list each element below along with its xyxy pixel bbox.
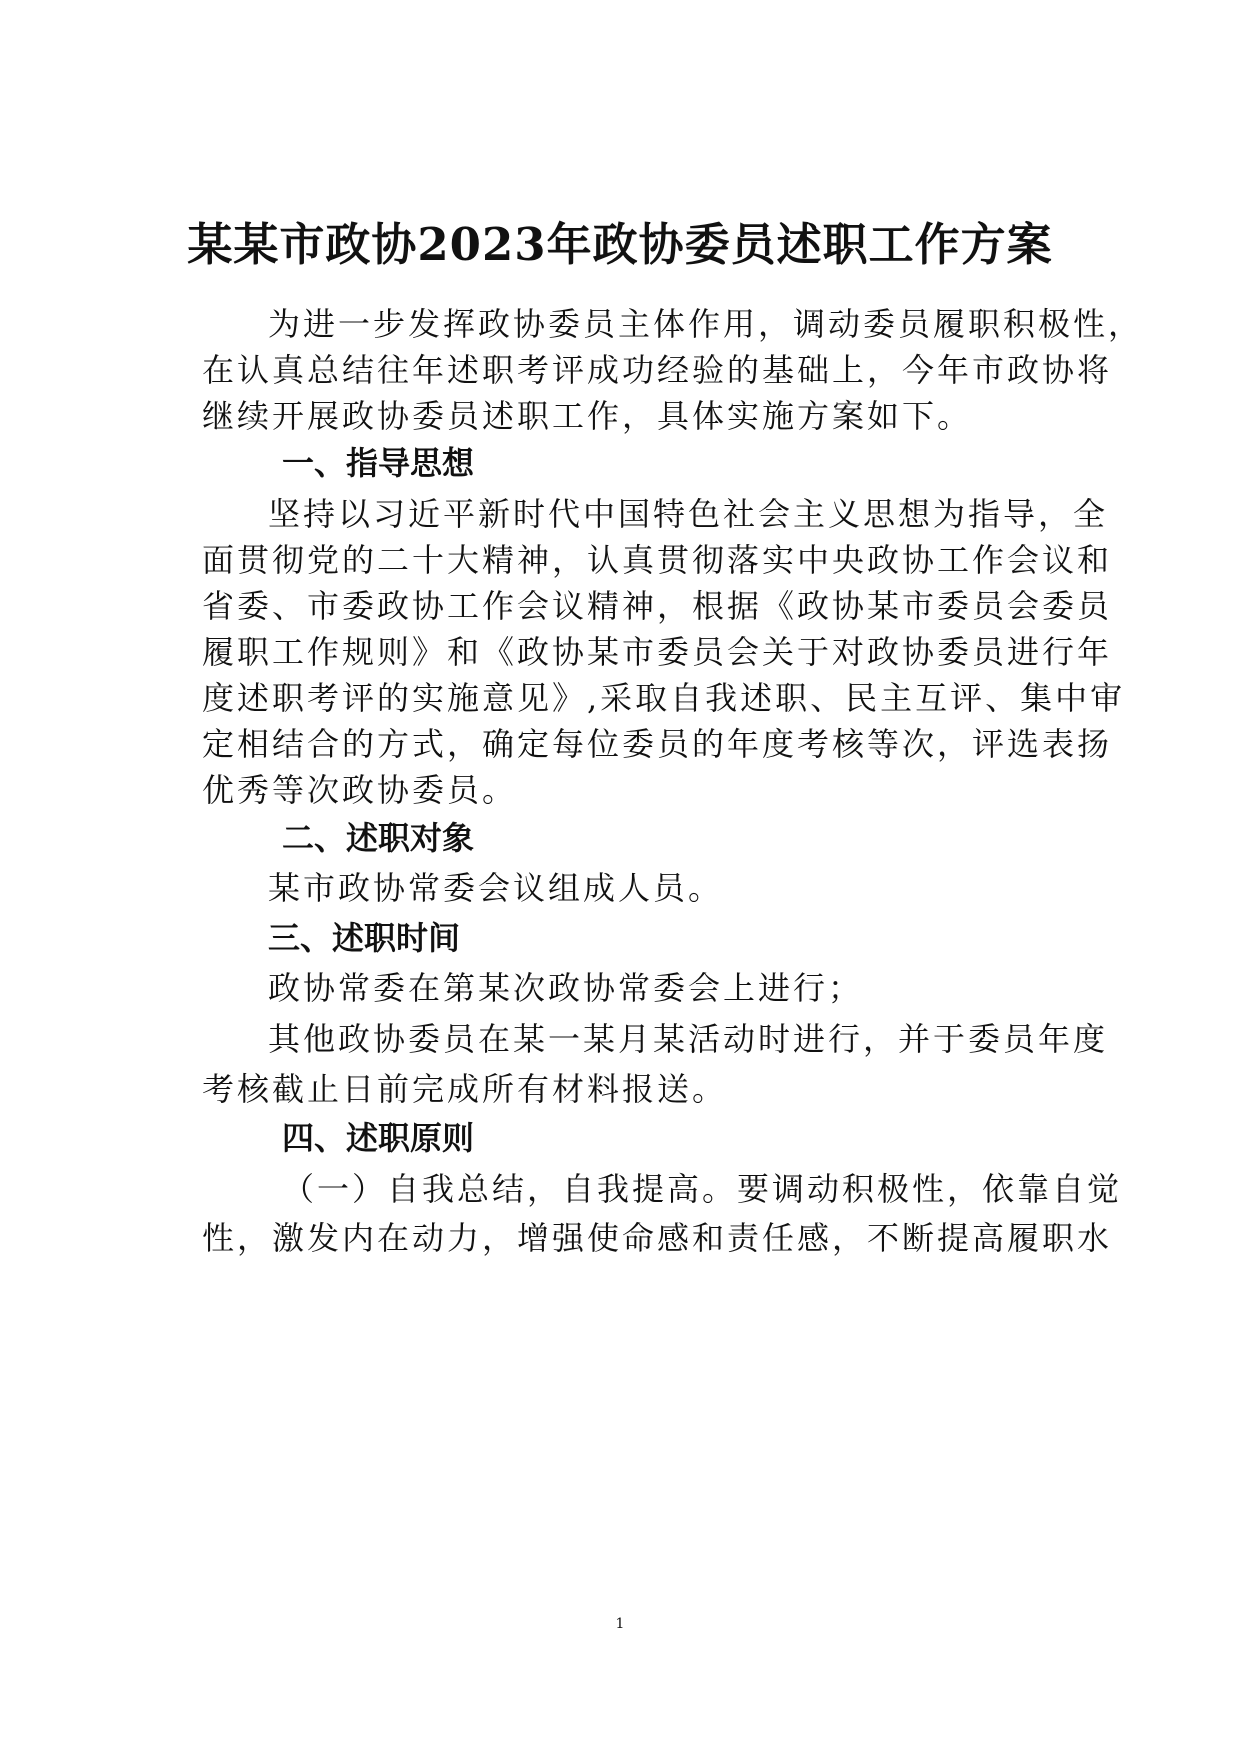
intro-line-1: 为进一步发挥政协委员主体作用，调动委员履职积极性， [268, 305, 1144, 343]
intro-line-3: 继续开展政协委员述职工作，具体实施方案如下。 [202, 397, 973, 435]
section1-line-4: 履职工作规则》和《政协某市委员会关于对政协委员进行年 [202, 633, 1113, 671]
section2-line-1: 某市政协常委会议组成人员。 [268, 869, 724, 907]
section4-line-2: 性，激发内在动力，增强使命感和责任感，不断提高履职水 [202, 1219, 1113, 1257]
intro-line-2: 在认真总结往年述职考评成功经验的基础上，今年市政协将 [202, 351, 1113, 389]
section1-line-1: 坚持以习近平新时代中国特色社会主义思想为指导，全 [268, 495, 1109, 533]
document-title: 某某市政协2023年政协委员述职工作方案 [187, 218, 1053, 271]
section1-line-2: 面贯彻党的二十大精神，认真贯彻落实中央政协工作会议和 [202, 541, 1113, 579]
section3-line-3: 考核截止日前完成所有材料报送。 [202, 1070, 728, 1108]
section4-line-1: （一）自我总结，自我提高。要调动积极性，依靠自觉 [282, 1170, 1123, 1208]
section1-line-7: 优秀等次政协委员。 [202, 771, 518, 809]
section1-line-3: 省委、市委政协工作会议精神，根据《政协某市委员会委员 [202, 587, 1113, 625]
section1-line-6: 定相结合的方式，确定每位委员的年度考核等次，评选表扬 [202, 725, 1113, 763]
section-heading-reporting-subjects: 二、述职对象 [282, 819, 475, 857]
section-heading-reporting-principles: 四、述职原则 [282, 1119, 475, 1157]
section-heading-guiding-thought: 一、指导思想 [282, 444, 475, 482]
section3-line-2: 其他政协委员在某一某月某活动时进行，并于委员年度 [268, 1020, 1109, 1058]
section-heading-reporting-time: 三、述职时间 [268, 919, 461, 957]
section1-line-5: 度述职考评的实施意见》,采取自我述职、民主互评、集中审 [202, 679, 1126, 717]
section3-line-1: 政协常委在第某次政协常委会上进行； [268, 969, 864, 1007]
page-number: 1 [615, 1616, 625, 1632]
